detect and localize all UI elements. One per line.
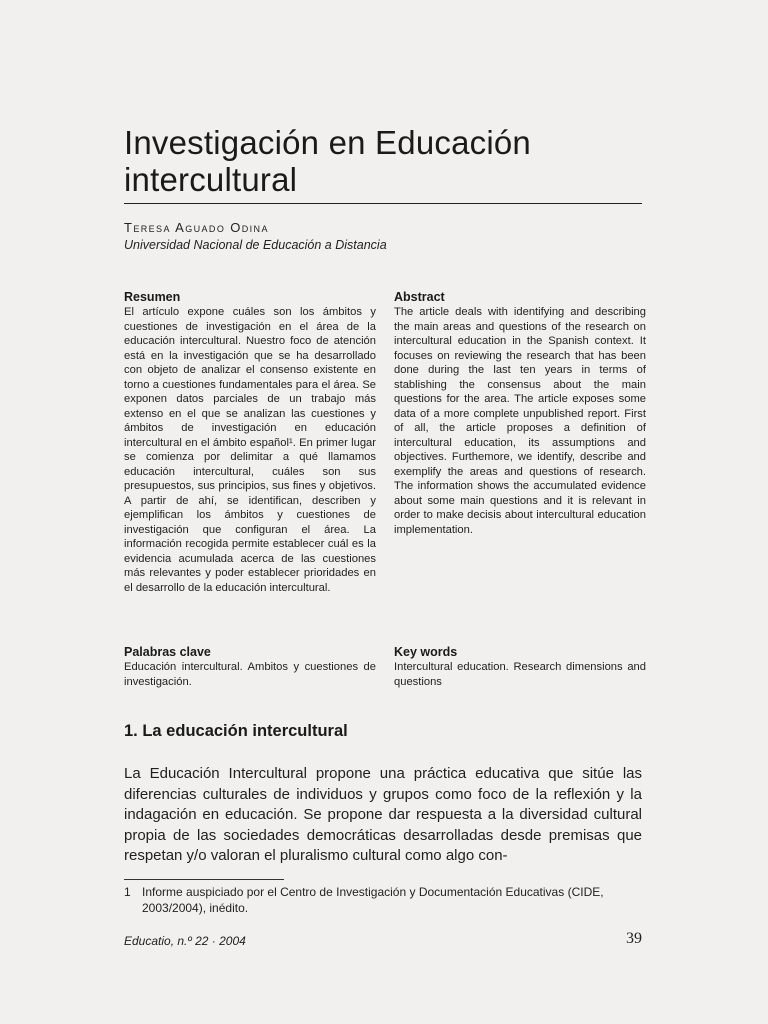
article-title-line-1: Investigación en Educación (124, 124, 531, 161)
footnote-text: Informe auspiciado por el Centro de Investigación y Documentación Educativas (CIDE, 2003/2004), inédito. (142, 885, 604, 915)
palabras-clave-text: Educación intercultural. Ambitos y cuestiones de investigación. (124, 661, 376, 688)
footnote-divider (124, 879, 284, 880)
resumen-text: El artículo expone cuáles son los ámbitos y cuestiones de investigación en el área de la educación intercultural. Nuestro foco de atención está en la investigación que se ha desarrollado con objeto de analizar el consenso existente en torno a cuestiones fundamentales para el área. Se exponen datos parciales de un trabajo más extenso en el que se analizan las cuestiones y ámbitos de investigación en educación intercultural en el ámbito español¹. En primer lugar se comienza por delimitar a qué llamamos educación intercultural, cuáles son sus presupuestos, sus principios, sus fines y objetivos. A partir de ahí, se identifican, describen y ejemplifican los ámbitos y cuestiones de investigación que configuran el área. La información recogida permite establecer cuál es la evidencia acumulada acerca de las cuestiones más relevantes y poder establecer prioridades en el desarrollo de la educación intercultural. (124, 306, 376, 594)
author-affiliation: Universidad Nacional de Educación a Distancia (124, 238, 387, 252)
abstract-heading: Abstract (394, 290, 445, 304)
title-divider (124, 203, 642, 204)
key-words-heading: Key words (394, 645, 458, 659)
section-heading: 1. La educación intercultural (124, 722, 348, 740)
page-number: 39 (626, 930, 642, 947)
article-title-line-2: intercultural (124, 161, 298, 198)
article-title (124, 124, 644, 198)
journal-footer: Educatio, n.º 22 · 2004 (124, 934, 246, 948)
key-words-section (394, 645, 646, 689)
author-name: Teresa Aguado Odina (124, 220, 269, 235)
footnote-number: 1 (124, 885, 131, 899)
resumen-section (124, 290, 376, 595)
key-words-text: Intercultural education. Research dimensions and questions (394, 661, 646, 688)
palabras-clave-section (124, 645, 376, 689)
palabras-clave-heading: Palabras clave (124, 645, 211, 659)
resumen-heading: Resumen (124, 290, 181, 304)
abstract-section (394, 290, 646, 537)
abstract-text: The article deals with identifying and describing the main areas and questions of the research on intercultural education in the Spanish context. It focuses on reviewing the research that has been done during the last ten years in terms of stablishing the consensus about the main questions for the area. The article exposes some data of a more complete unpublished report. First of all, the article proposes a definition of intercultural education, its assumptions and objectives. Furthemore, we identify, describe and exemplify the areas and questions of research. The information shows the accumulated evidence about some main questions and it is relevant in order to make decisis about intercultural education implementation. (394, 306, 646, 536)
section-body-text: La Educación Intercultural propone una práctica educativa que sitúe las diferencias culturales de individuos y grupos como foco de la reflexión y la indagación en educación. Se propone dar respuesta a la diversidad cultural propia de las sociedades democráticas desarrolladas desde premisas que respetan y/o valoran el pluralismo cultural como algo con- (124, 765, 642, 864)
footnote (124, 884, 644, 916)
